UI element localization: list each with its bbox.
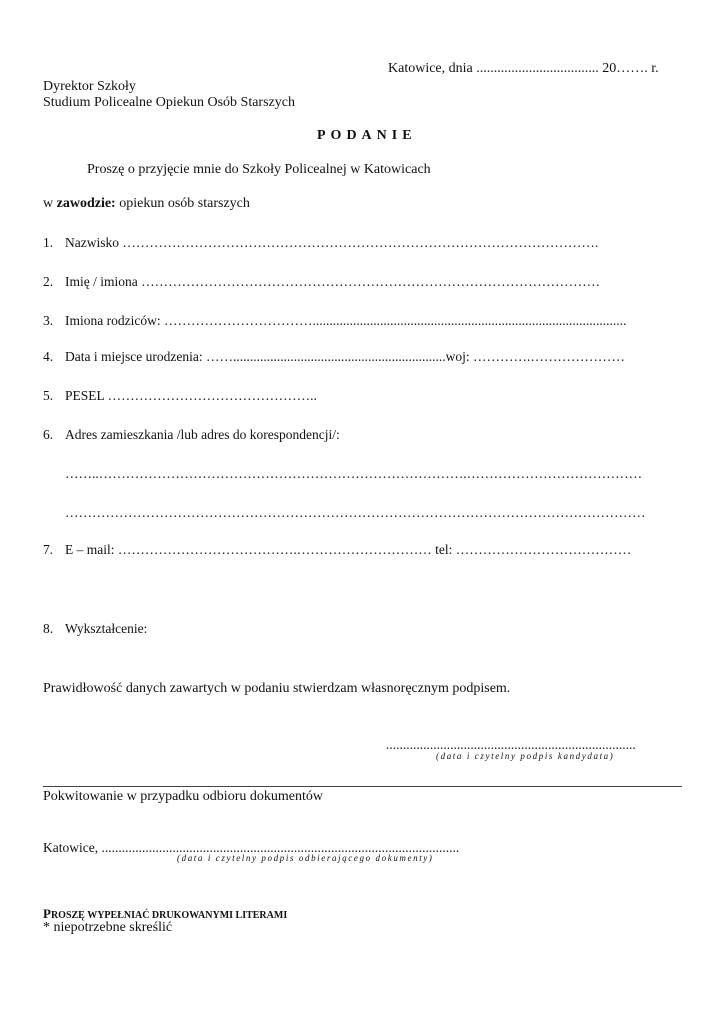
receipt-heading: Pokwitowanie w przypadku odbioru dokumentów <box>43 789 323 804</box>
profession-value: opiekun osób starszych <box>115 196 250 211</box>
field-text: PESEL ……………………………………….. <box>65 388 317 403</box>
field-surname[interactable] <box>43 235 598 251</box>
receipt-caption: (data i czytelny podpis odbierającego dokumenty) <box>177 853 434 863</box>
field-email-phone[interactable] <box>43 542 631 558</box>
field-address-label <box>43 427 340 443</box>
declaration-text: Prawidłowość danych zawartych w podaniu stwierdzam własnoręcznym podpisem. <box>43 681 511 696</box>
field-pesel[interactable] <box>43 388 317 404</box>
print-instruction-word: DRUKOWANYMI <box>151 910 236 921</box>
receipt-signature-line[interactable]: Katowice, .......................................................................................................... <box>43 840 460 855</box>
field-text: E – mail: ………………………………….………………………… tel: ………………………………… <box>65 542 632 557</box>
section-divider <box>43 786 682 787</box>
signature-caption: (data i czytelny podpis kandydata) <box>436 751 615 761</box>
field-text: ………………………………………………………………………………………………………………… <box>65 505 646 520</box>
document-title: PODANIE <box>317 128 417 143</box>
field-text: Wykształcenie: <box>65 621 148 636</box>
print-instruction-word: LITERAMI <box>235 910 288 921</box>
field-text: Nazwisko ……………………………………………………………………………………………. <box>65 235 599 250</box>
field-text: Imiona rodziców: ……………………………............................................................................................. <box>65 313 627 328</box>
strike-note: * niepotrzebne skreślić <box>43 920 173 935</box>
field-number: 5. <box>43 388 54 403</box>
field-text: ……..……………………………………………………………………….………………………………… <box>65 466 643 481</box>
field-number: 6. <box>43 427 54 442</box>
date-line: Katowice, dnia ................................... 20……. r. <box>388 61 659 76</box>
print-instruction-initial: P <box>43 906 51 921</box>
signature-line[interactable]: .......................................................................... <box>386 737 636 752</box>
field-text: Imię / imiona ………………………………………………………………………………………… <box>65 274 601 289</box>
field-first-names[interactable] <box>43 274 600 290</box>
field-number: 1. <box>43 235 54 250</box>
field-birth-date-place[interactable] <box>43 349 625 365</box>
field-address-line-1[interactable] <box>43 466 642 482</box>
field-address-line-2[interactable] <box>43 505 646 521</box>
field-number: 3. <box>43 313 54 328</box>
field-number: 8. <box>43 621 54 636</box>
field-number: 2. <box>43 274 54 289</box>
field-text: Data i miejsce urodzenia: ……...............................................................woj: ………….………………… <box>65 349 625 364</box>
print-instruction-word: ROSZĘ <box>50 910 88 921</box>
intro-text: Proszę o przyjęcie mnie do Szkoły Policealnej w Katowicach <box>87 162 431 177</box>
field-parents-names[interactable] <box>43 313 626 329</box>
addressee-line-2: Studium Policealne Opiekun Osób Starszych <box>43 95 295 110</box>
profession-label: zawodzie: <box>56 196 116 211</box>
field-number: 4. <box>43 349 54 364</box>
addressee-line-1: Dyrektor Szkoły <box>43 79 136 94</box>
print-instruction-initial: WYPEŁNIAĆ <box>87 910 152 921</box>
profession-line <box>43 196 250 212</box>
field-text: Adres zamieszkania /lub adres do korespondencji/: <box>65 427 340 442</box>
field-number: 7. <box>43 542 54 557</box>
field-education[interactable] <box>43 621 147 637</box>
profession-prefix: w <box>43 196 57 211</box>
